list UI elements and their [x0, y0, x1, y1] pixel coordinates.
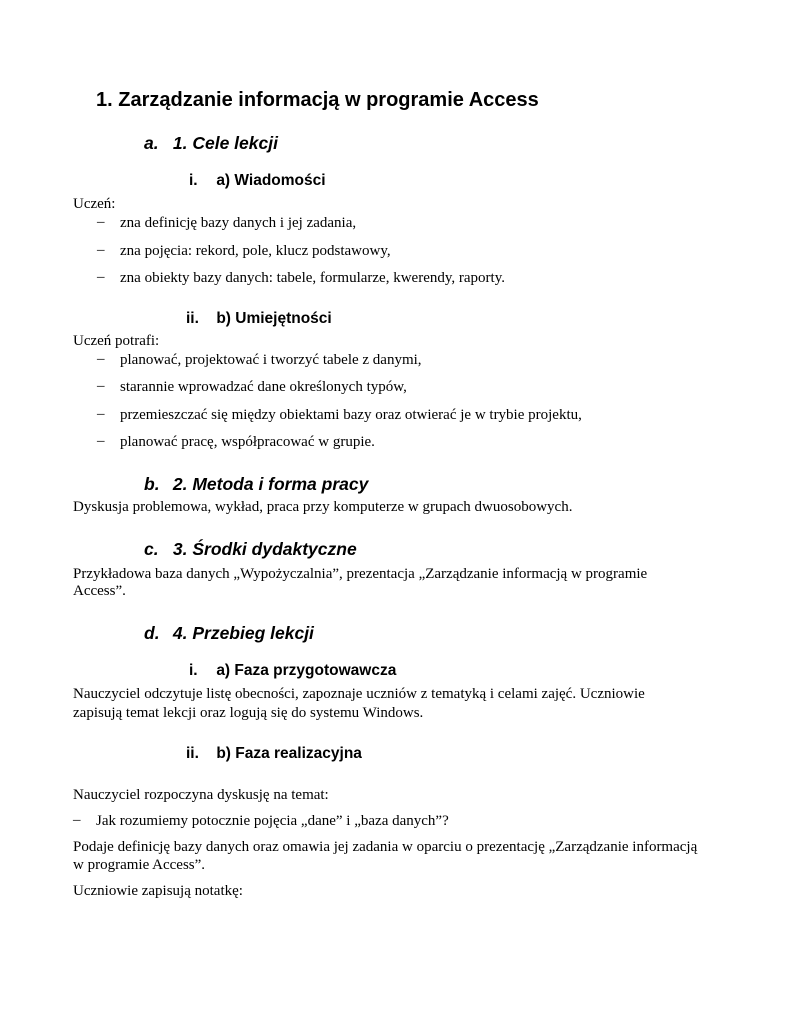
list-bullet: – — [97, 242, 105, 258]
paragraph-line: Podaje definicję bazy danych oraz omawia jej zadania w oparciu o prezentację „Zarządzanie informacją — [73, 839, 698, 855]
list-bullet: – — [97, 433, 105, 449]
list-bullet: – — [73, 812, 81, 828]
list-item: przemieszczać się między obiektami bazy oraz otwierać je w trybie projektu, — [120, 407, 582, 423]
heading-faza-przygotowawcza — [189, 662, 396, 680]
heading-umiejetnosci — [186, 310, 332, 328]
heading-text: b) Faza realizacyjna — [216, 745, 362, 762]
heading-number: i. — [189, 172, 198, 189]
paragraph: Nauczyciel rozpoczyna dyskusję na temat: — [73, 787, 329, 803]
paragraph-line: Przykładowa baza danych „Wypożyczalnia”, prezentacja „Zarządzanie informacją w programie — [73, 566, 648, 582]
list-item: planować, projektować i tworzyć tabele z danymi, — [120, 352, 422, 368]
list-item: starannie wprowadzać dane określonych typów, — [120, 379, 407, 395]
heading-number: b. — [144, 474, 160, 494]
list-bullet: – — [97, 378, 105, 394]
heading-cele-lekcji — [144, 133, 278, 154]
paragraph: Dyskusja problemowa, wykład, praca przy komputerze w grupach dwuosobowych. — [73, 499, 573, 515]
intro-text: Uczeń potrafi: — [73, 333, 160, 349]
list-bullet: – — [97, 406, 105, 422]
heading-text: b) Umiejętności — [216, 310, 332, 327]
heading-number: a. — [144, 133, 159, 153]
heading-text: 3. Środki dydaktyczne — [172, 539, 357, 559]
heading-text: 4. Przebieg lekcji — [172, 623, 314, 643]
heading-text: a) Faza przygotowawcza — [216, 662, 397, 679]
heading-number: ii. — [186, 745, 199, 762]
heading-number: c. — [144, 539, 159, 559]
heading-text: 1. Cele lekcji — [172, 133, 278, 153]
heading-text: a) Wiadomości — [216, 172, 326, 189]
paragraph-line: w programie Access”. — [73, 857, 206, 873]
heading-number: i. — [189, 662, 198, 679]
heading-number: d. — [144, 623, 160, 643]
question-item: Jak rozumiemy potocznie pojęcia „dane” i „baza danych”? — [96, 813, 449, 829]
heading-faza-realizacyjna — [186, 745, 362, 763]
list-item: zna obiekty bazy danych: tabele, formularze, kwerendy, raporty. — [120, 270, 505, 286]
list-item: zna pojęcia: rekord, pole, klucz podstawowy, — [120, 243, 391, 259]
heading-srodki — [144, 539, 357, 560]
heading-metoda — [144, 474, 368, 495]
list-bullet: – — [97, 269, 105, 285]
paragraph-line: zapisują temat lekcji oraz logują się do systemu Windows. — [73, 705, 424, 721]
list-item: zna definicję bazy danych i jej zadania, — [120, 215, 357, 231]
document-title: 1. Zarządzanie informacją w programie Access — [96, 89, 539, 111]
paragraph: Uczniowie zapisują notatkę: — [73, 883, 243, 899]
heading-przebieg — [144, 623, 314, 644]
list-item: planować pracę, współpracować w grupie. — [120, 434, 375, 450]
heading-number: ii. — [186, 310, 199, 327]
heading-wiadomosci — [189, 172, 326, 190]
intro-text: Uczeń: — [73, 196, 116, 212]
list-bullet: – — [97, 214, 105, 230]
heading-text: 2. Metoda i forma pracy — [172, 474, 369, 494]
list-bullet: – — [97, 351, 105, 367]
paragraph-line: Nauczyciel odczytuje listę obecności, zapoznaje uczniów z tematyką i celami zajęć. Uczniowie — [73, 686, 645, 702]
paragraph-line: Access”. — [73, 583, 126, 599]
